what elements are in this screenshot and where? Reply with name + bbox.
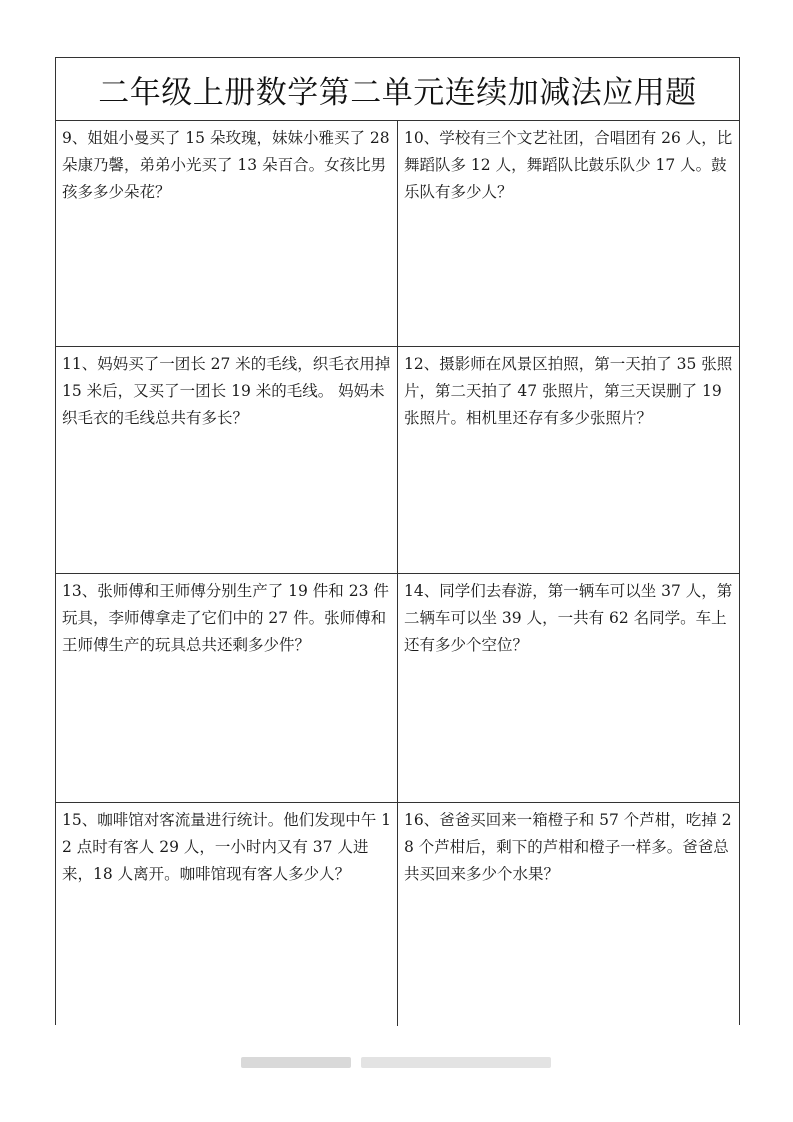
problem-15: 15、咖啡馆对客流量进行统计。他们发现中午 12 点时有客人 29 人，一小时内又有 37 人进来，18 人离开。咖啡馆现有客人多少人？ xyxy=(56,803,398,1026)
problem-16: 16、爸爸买回来一箱橙子和 57 个芦柑，吃掉 28 个芦柑后，剩下的芦柑和橙子一样多。爸爸总共买回来多少个水果？ xyxy=(404,811,732,883)
problem-13: 13、张师傅和王师傅分别生产了 19 件和 23 件玩具，李师傅拿走了它们中的 27 件。张师傅和王师傅生产的玩具总共还剩多少件？ xyxy=(56,574,398,803)
page-title: 二年级上册数学第二单元连续加减法应用题 xyxy=(98,74,697,111)
problem-14: 14、同学们去春游，第一辆车可以坐 37 人，第二辆车可以坐 39 人，一共有 62 名同学。车上还有多少个空位？ xyxy=(398,574,739,803)
problem-9: 9、姐姐小曼买了 15 朵玫瑰，妹妹小雅买了 28 朵康乃馨，弟弟小光买了 13 朵百合。女孩比男孩多多少朵花？ xyxy=(56,121,398,347)
problem-12: 12、摄影师在风景区拍照，第一天拍了 35 张照片，第二天拍了 47 张照片，第三天误删了 19 张照片。相机里还存有多少张照片？ xyxy=(398,347,739,574)
worksheet xyxy=(55,57,740,1025)
problem-11: 11、妈妈买了一团长 27 米的毛线，织毛衣用掉 15 米后，又买了一团长 19 米的毛线。 妈妈未织毛衣的毛线总共有多长？ xyxy=(56,347,398,574)
problem-10: 10、学校有三个文艺社团，合唱团有 26 人，比舞蹈队多 12 人，舞蹈队比鼓乐队少 17 人。鼓乐队有多少人？ xyxy=(398,121,739,347)
blurred-footer-text xyxy=(241,1057,351,1068)
title-row xyxy=(56,58,739,121)
problem-grid xyxy=(56,121,739,1026)
blurred-footer-text xyxy=(361,1057,551,1068)
